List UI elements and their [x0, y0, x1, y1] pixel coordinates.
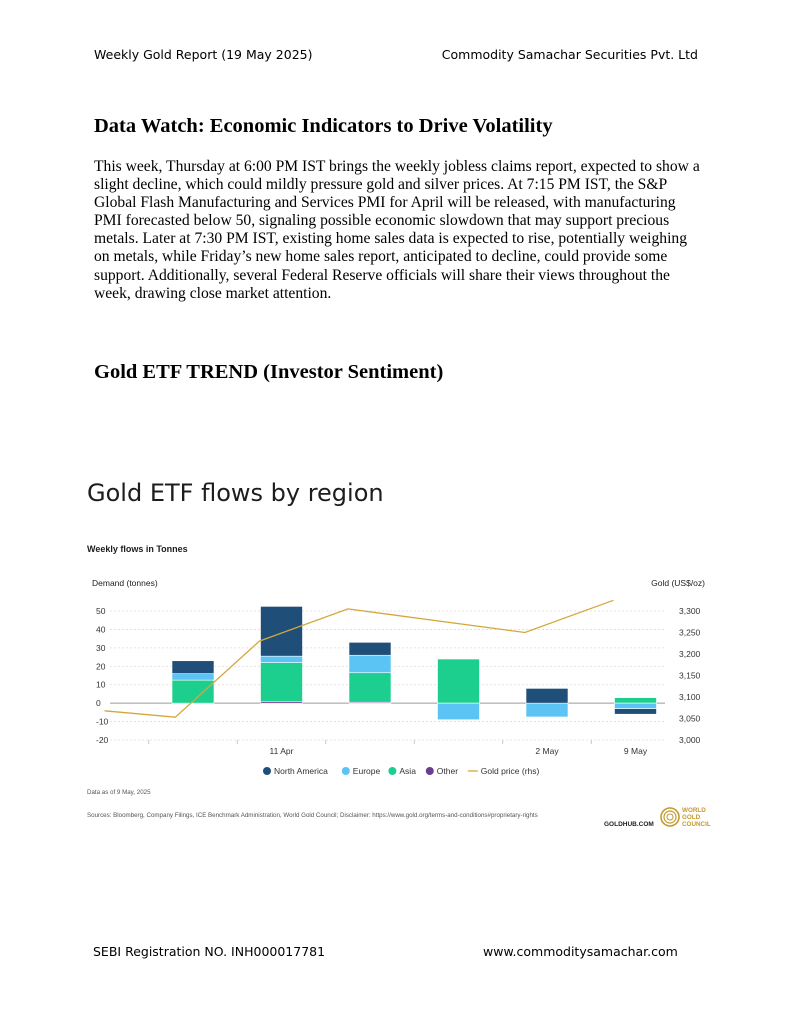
- y-tick-label: -20: [96, 735, 109, 745]
- footer-website-link[interactable]: www.commoditysamachar.com: [483, 944, 678, 959]
- chart-subtitle: Weekly flows in Tonnes: [87, 544, 188, 554]
- y-axis-title: Demand (tonnes): [92, 578, 158, 588]
- y2-tick-label: 3,050: [679, 713, 701, 724]
- y-tick-label: -10: [96, 716, 109, 727]
- legend-label: Gold price (rhs): [480, 766, 540, 776]
- bar-asia: [261, 663, 303, 702]
- y2-tick-label: 3,100: [679, 692, 701, 702]
- bar-asia: [349, 673, 391, 702]
- wgc-line: COUNCIL: [682, 820, 711, 828]
- wgc-line: WORLD: [682, 807, 706, 814]
- legend-label: Other: [436, 766, 459, 776]
- bar-asia: [615, 698, 657, 704]
- section-body-data-watch: This week, Thursday at 6:00 PM IST brings the weekly jobless claims report, expected to show a slight decline, which could mildly pressure gold and silver prices. At 7:15 PM IST, the S&P Global Flash Manufacturing and Services PMI for April will be released, with manufacturing PMI forecasted below 50, signaling possible economic slowdown that may support precious metals. Later at 7:30 PM IST, existing home sales data is expected to rise, potentially weighing on metals, while Friday’s new home sales report, anticipated to decline, could provide some support. Additionally, several Federal Reserve officials will share their views throughout the week, drawing close market attention.: [94, 158, 700, 302]
- y-tick-label: 10: [96, 679, 106, 690]
- bar-asia: [438, 659, 480, 703]
- y2-tick-label: 3,200: [679, 649, 701, 659]
- bar-europe: [349, 655, 391, 673]
- x-tick-label: 2 May: [535, 746, 559, 756]
- chart-data-date: Data as of 9 May, 2025: [87, 789, 151, 796]
- bar-europe: [526, 703, 568, 717]
- legend-label: North America: [274, 766, 328, 776]
- bar-north-america: [526, 688, 568, 703]
- bar-europe: [615, 703, 657, 709]
- bar-north-america: [172, 661, 214, 674]
- legend-label: Asia: [399, 766, 416, 776]
- y2-tick-label: 3,250: [679, 627, 701, 638]
- section-heading-data-watch: Data Watch: Economic Indicators to Drive Volatility: [94, 115, 553, 137]
- section-heading-gold-etf: Gold ETF TREND (Investor Sentiment): [94, 361, 444, 383]
- goldhub-link[interactable]: GOLDHUB.COM: [604, 821, 654, 828]
- bar-north-america: [438, 658, 480, 659]
- bar-europe: [172, 674, 214, 680]
- wgc-logo-text: [682, 808, 711, 828]
- y2-axis-title: Gold (US$/oz): [651, 578, 705, 588]
- bar-north-america: [261, 606, 303, 656]
- y2-tick-label: 3,150: [679, 670, 701, 681]
- bar-north-america: [615, 709, 657, 715]
- legend-label: Europe: [352, 766, 381, 776]
- y2-tick-label: 3,300: [679, 606, 701, 616]
- y-tick-label: 50: [96, 606, 106, 616]
- bar-asia: [172, 680, 214, 703]
- legend-swatch: [426, 767, 434, 775]
- y-tick-label: 30: [96, 642, 106, 653]
- legend-swatch: [388, 767, 396, 775]
- wgc-line: GOLD: [682, 813, 701, 821]
- y2-tick-label: 3,000: [679, 735, 701, 745]
- x-tick-label: 11 Apr: [269, 746, 294, 756]
- header-report-title: Weekly Gold Report (19 May 2025): [94, 47, 313, 62]
- header-company-name: Commodity Samachar Securities Pvt. Ltd: [441, 47, 698, 62]
- legend-swatch: [263, 767, 271, 775]
- bar-north-america: [349, 642, 391, 655]
- footer-sebi-registration: SEBI Registration NO. INH000017781: [93, 944, 326, 959]
- chart-sources: Sources: Bloomberg, Company Filings, ICE Benchmark Administration, World Gold Council; Disclaimer: https://www.gold.org/terms-and-conditions#proprietary-rights: [87, 812, 538, 819]
- bar-europe: [261, 656, 303, 662]
- wgc-logo-icon: [660, 807, 680, 827]
- y-tick-label: 20: [96, 661, 106, 672]
- chart-title: Gold ETF flows by region: [87, 479, 384, 507]
- y-tick-label: 0: [96, 698, 101, 709]
- bar-europe: [438, 703, 480, 720]
- y-tick-label: 40: [96, 624, 106, 635]
- legend-swatch: [342, 767, 350, 775]
- x-tick-label: 9 May: [623, 746, 648, 756]
